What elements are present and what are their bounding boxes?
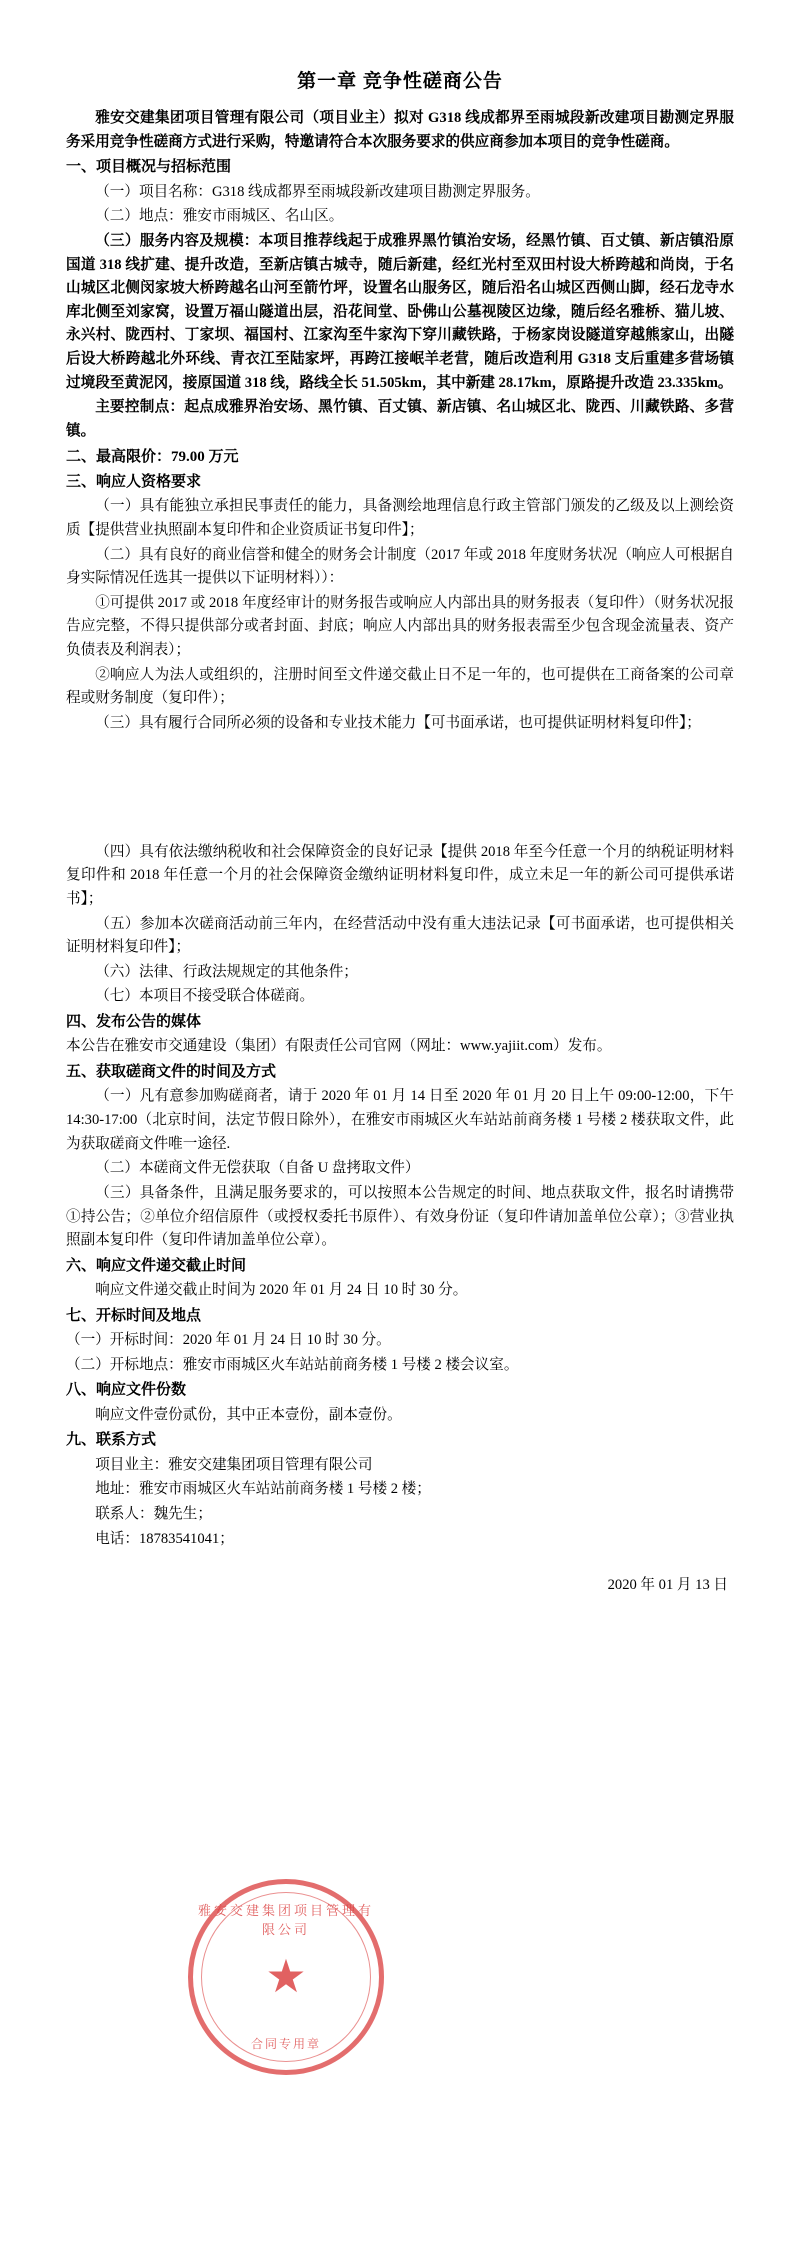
seal-star-icon: ★ [265, 1951, 307, 2002]
section-7-item-2: （二）开标地点：雅安市雨城区火车站站前商务楼 1 号楼 2 楼会议室。 [66, 1356, 519, 1373]
section-3-item-4: ②响应人为法人或组织的，注册时间至文件递交截止日不足一年的，也可提供在工商备案的公司章程或财务制度（复印件）； [66, 666, 734, 707]
section-heading-4: 四、发布公告的媒体 [66, 1014, 202, 1031]
section-1-item-4: 主要控制点：起点成雅界治安场、黑竹镇、百丈镇、新店镇、名山城区北、陇西、川藏铁路、多营镇。 [66, 399, 734, 439]
section-1-item-1: （一）项目名称：G318 线成都界至雨城段新改建项目勘测定界服务。 [95, 183, 540, 200]
section-3-item-5: （三）具有履行合同所必须的设备和专业技术能力【可书面承诺，也可提供证明材料复印件】； [95, 714, 701, 731]
issue-date: 2020 年 01 月 13 日 [607, 1577, 728, 1594]
contact-phone: 电话：18783541041； [95, 1530, 234, 1547]
section-heading-3: 三、响应人资格要求 [66, 473, 202, 490]
contact-company: 项目业主：雅安交建集团项目管理有限公司 [95, 1456, 373, 1473]
section-3-item-8: （六）法律、行政法规规定的其他条件； [95, 963, 358, 980]
page-break-gap [66, 737, 734, 841]
section-heading-5: 五、获取磋商文件的时间及方式 [66, 1064, 277, 1081]
section-5-item-1: （一）凡有意参加购磋商者，请于 2020 年 01 月 14 日至 2020 年 01 月 20 日上午 09:00-12:00，下午 14:30-17:00（北京时间，法定节假日除外），在雅安市雨城区火车站站前商务楼 1 号楼 2 楼获取文件，此为获取磋商文件唯一途径. [66, 1088, 734, 1152]
section-heading-9: 九、联系方式 [66, 1432, 157, 1449]
section-6-item-1: 响应文件递交截止时间为 2020 年 01 月 24 日 10 时 30 分。 [95, 1282, 468, 1299]
seal-bottom-text: 合同专用章 [250, 2037, 321, 2051]
section-7-item-1: （一）开标时间：2020 年 01 月 24 日 10 时 30 分。 [66, 1332, 391, 1349]
intro-text: 雅安交建集团项目管理有限公司（项目业主）拟对 G318 线成都界至雨城段新改建项目勘测定界服务采用竞争性磋商方式进行采购，特邀请符合本次服务要求的供应商参加本项目的竞争性磋商。 [66, 110, 734, 150]
section-3-item-1: （一）具有能独立承担民事责任的能力，具备测绘地理信息行政主管部门颁发的乙级及以上测绘资质【提供营业执照副本复印件和企业资质证书复印件】； [66, 498, 734, 538]
section-1-item-3: （三）服务内容及规模：本项目推荐线起于成雅界黑竹镇治安场，经黑竹镇、百丈镇、新店镇沿原国道 318 线扩建、提升改造，至新店镇古城寺，随后新建，经红光村至双田村设大桥跨越和尚岗，于名山城区北侧闵家坡大桥跨越名山河至箭竹坪，设置名山服务区，随后沿名山城区西侧山脚，经石龙寺水库北侧至刘家窝，设置万福山隧道出层，沿花间堂、卧佛山公墓视陵区边缘，随后经名雅桥、猫儿坡、永兴村、陇西村、丁家坝、福国村、江家沟至牛家沟下穿川藏铁路，于杨家岗设隧道穿越熊家山，出隧后设大桥跨越北外环线、青衣江至陆家坪，再跨江接岷羊老营，随后改造利用 G318 支后重建多营场镇过境段至黄泥冈，接原国道 318 线，路线全长 51.505km，其中新建 28.17km，原路提升改造 23.335km。 [66, 232, 734, 391]
section-5-item-2: （二）本磋商文件无偿获取（自备 U 盘拷取文件） [95, 1160, 420, 1177]
section-3-item-2: （二）具有良好的商业信誉和健全的财务会计制度（2017 年或 2018 年度财务状况（响应人可根据自身实际情况任选其一提供以下证明材料））： [66, 546, 734, 587]
section-3-item-6: （四）具有依法缴纳税收和社会保障资金的良好记录【提供 2018 年至今任意一个月的纳税证明材料复印件和 2018 年任意一个月的社会保障资金缴纳证明材料复印件，成立未足一年的新公司可提供承诺书】； [66, 843, 734, 907]
seal-inner-ring [201, 1892, 371, 2062]
seal-top-text: 雅安交建集团项目管理有限公司 [197, 1903, 374, 1937]
section-1-item-2: （二）地点：雅安市雨城区、名山区。 [95, 208, 344, 225]
intro-paragraph [66, 107, 734, 154]
page-title: 第一章 竞争性磋商公告 [297, 71, 503, 92]
contact-person: 联系人：魏先生； [95, 1505, 212, 1522]
section-3-item-7: （五）参加本次磋商活动前三年内，在经营活动中没有重大违法记录【可书面承诺，也可提供相关证明材料复印件】； [66, 915, 734, 956]
section-3-item-3: ①可提供 2017 或 2018 年度经审计的财务报告或响应人内部出具的财务报表（复印件）（财务状况报告应完整，不得只提供部分或者封面、封底；响应人内部出具的财务报表需至少包含现金流量表、资产负债表及利润表）； [66, 594, 734, 659]
section-heading-1: 一、项目概况与招标范围 [66, 159, 232, 176]
section-5-item-3: （三）具备条件，且满足服务要求的，可以按照本公告规定的时间、地点获取文件，报名时请携带①持公告；②单位介绍信原件（或授权委托书原件）、有效身份证（复印件请加盖单位公章）；③营业执照副本复印件（复印件请加盖单位公章）。 [66, 1184, 734, 1249]
section-heading-7: 七、开标时间及地点 [66, 1307, 202, 1324]
section-4-item-1: 本公告在雅安市交通建设（集团）有限责任公司官网（网址：www.yajiit.com）发布。 [66, 1038, 612, 1055]
company-seal [188, 1879, 384, 2075]
section-heading-2: 二、最高限价：79.00 万元 [66, 448, 239, 465]
section-heading-8: 八、响应文件份数 [66, 1382, 187, 1399]
section-heading-6: 六、响应文件递交截止时间 [66, 1257, 247, 1274]
section-8-item-1: 响应文件壹份贰份，其中正本壹份，副本壹份。 [95, 1406, 402, 1423]
section-3-item-9: （七）本项目不接受联合体磋商。 [95, 988, 315, 1005]
contact-address: 地址：雅安市雨城区火车站站前商务楼 1 号楼 2 楼； [95, 1481, 431, 1498]
